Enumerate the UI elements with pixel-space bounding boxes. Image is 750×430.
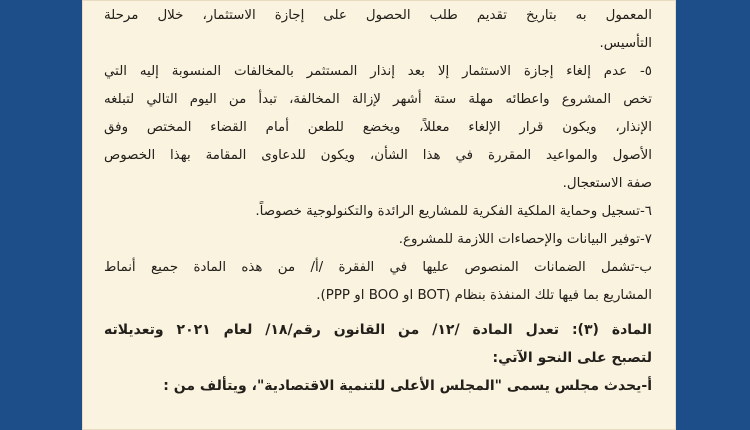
text-line: ٧-توفير البيانات والإحصاءات اللازمة للمشروع. <box>398 232 652 247</box>
text-line: المعمول به بتاريخ تقديم طلب الحصول على إجازة الاستثمار، خلال مرحلة <box>104 8 652 23</box>
text-line: صفة الاستعجال. <box>562 176 652 191</box>
text-line: ب-تشمل الضمانات المنصوص عليها في الفقرة /أ/ من هذه المادة جميع أنماط <box>104 260 652 275</box>
text-line: المشاريع بما فيها تلك المنفذة بنظام (BOT او BOO او PPP). <box>316 288 652 303</box>
document-text <box>104 6 652 396</box>
text-line: الأصول والمواعيد المقررة في هذا الشأن، ويكون للدعاوى المقامة بهذا الخصوص <box>104 148 652 163</box>
article-heading-line: المادة (٣): تعدل المادة /١٢/ من القانون رقم/١٨/ لعام ٢٠٢١ وتعديلاته <box>104 322 652 338</box>
text-line: ٦-تسجيل وحماية الملكية الفكرية للمشاريع الرائدة والتكنولوجية خصوصاً. <box>255 204 652 219</box>
article-heading-line: أ-يحدث مجلس يسمى "المجلس الأعلى للتنمية الاقتصادية"، ويتألف من : <box>163 378 652 394</box>
article-heading-line: لتصبح على النحو الآتي: <box>492 350 652 366</box>
document-page <box>82 0 676 430</box>
text-line: ٥- عدم إلغاء إجازة الاستثمار إلا بعد إنذار المستثمر بالمخالفات المنسوبة إليه التي <box>104 64 652 79</box>
text-line: تخص المشروع واعطائه مهلة ستة أشهر لإزالة المخالفة، تبدأ من اليوم التالي لتبلغه <box>104 92 652 107</box>
text-line: التأسيس. <box>599 36 652 51</box>
text-line: الإنذار، ويكون قرار الإلغاء معللاً، ويخضع للطعن أمام القضاء المختص وفق <box>104 120 652 135</box>
